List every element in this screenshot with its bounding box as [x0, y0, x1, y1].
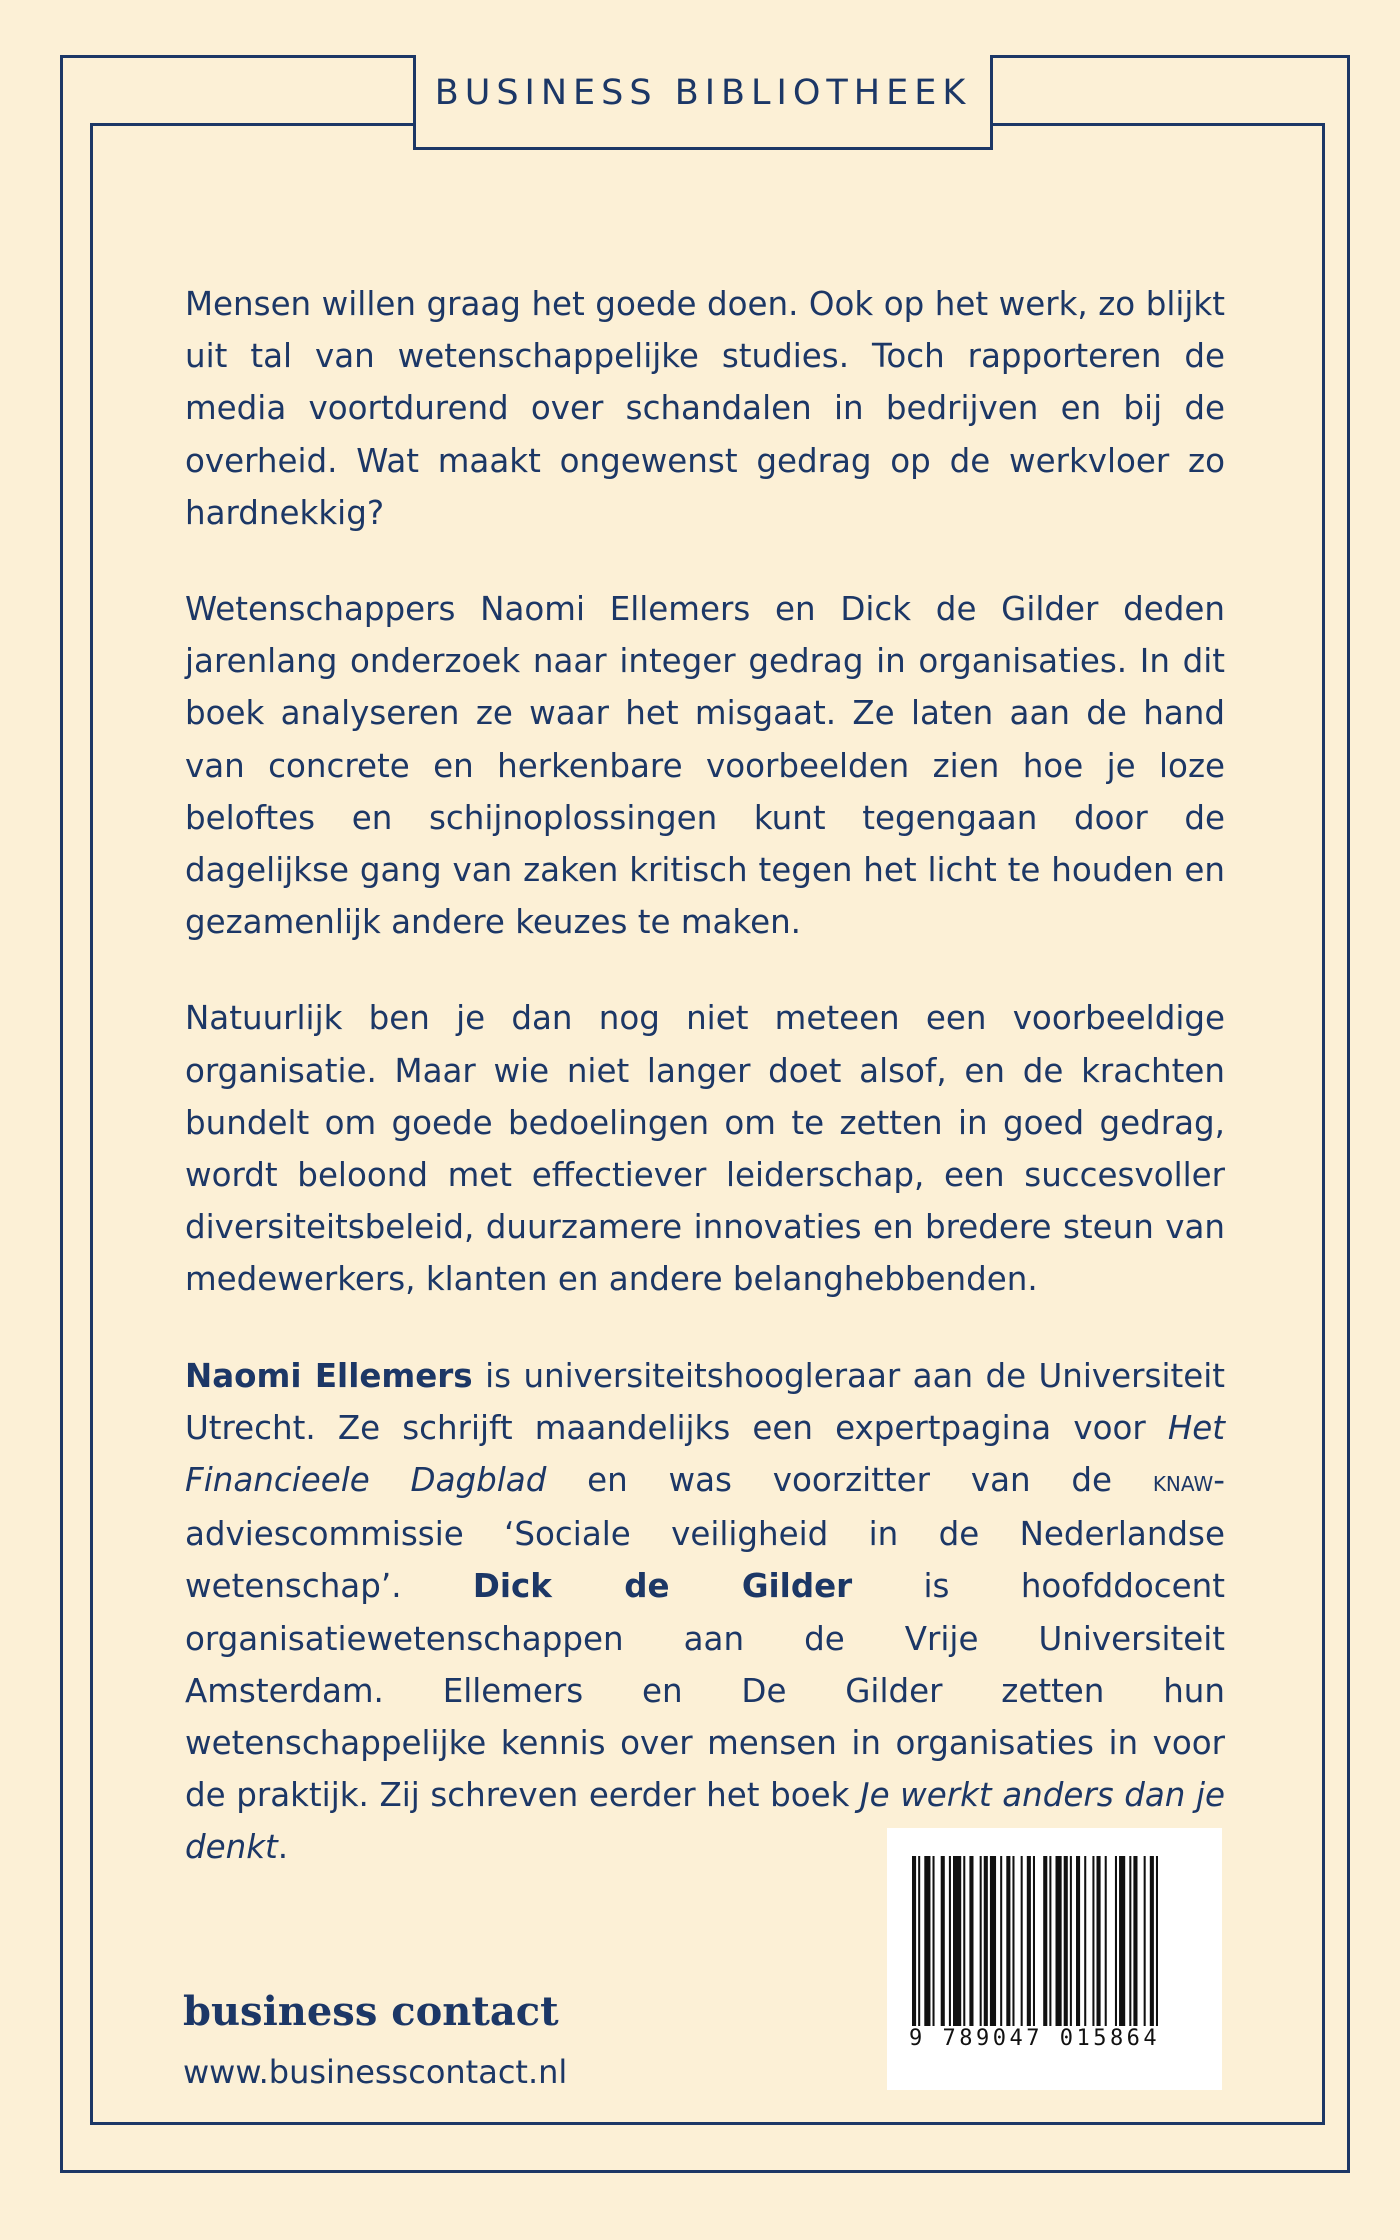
barcode-box — [887, 1828, 1222, 2090]
barcode-bar — [918, 1856, 920, 2026]
barcode-bar — [980, 1856, 982, 2026]
barcode-bar — [941, 1856, 945, 2026]
previous-book-title: Je werkt anders dan je denkt — [185, 1776, 1226, 1867]
publisher-website: www.businesscontact.nl — [183, 2053, 568, 2091]
barcode-bar — [1012, 1856, 1014, 2026]
bio-text-3: -adviescommissie ‘Sociale veiligheid in de Nederlandse wetenschap’. — [185, 1461, 1225, 1606]
barcode-bar — [1056, 1856, 1062, 2026]
author-name-de-gilder: Dick de Gilder — [472, 1567, 853, 1606]
barcode-bar — [990, 1856, 996, 2026]
blurb-paragraph-1: Mensen willen graag het goede doen. Ook op het werk, zo blijkt uit tal van wetenschappelijke studies. Toch rapporteren de media voortdurend over schandalen in bedrijven en bij de overheid. Wat maakt ongewenst gedrag op de werkvloer zo hardnekkig? — [185, 285, 1225, 532]
publisher-logo: business contact — [183, 1988, 559, 2035]
barcode-bar — [1049, 1856, 1051, 2026]
barcode-bar — [1119, 1856, 1125, 2026]
barcode-bar — [1043, 1856, 1047, 2026]
barcode-bar — [1156, 1856, 1158, 2026]
bio-end: . — [277, 1828, 289, 1867]
series-label-text: BUSINESS BIBLIOTHEEK — [434, 73, 972, 113]
barcode-bar — [984, 1856, 988, 2026]
isbn-number: 9 789047 015864 — [909, 2026, 1161, 2051]
barcode-bar — [1129, 1856, 1131, 2026]
blurb-paragraph-2: Wetenschappers Naomi Ellemers en Dick de Gilder deden jarenlang onderzoek naar integer gedrag in organisaties. In dit boek analyseren ze waar het misgaat. Ze laten aan de hand van concrete en herkenbare voorbeelden zien hoe je loze beloftes en schijnoplossingen kunt tegengaan door de dagelijkse gang van zaken kritisch tegen het licht te houden en gezamenlijk andere keuzes te maken. — [185, 590, 1225, 942]
barcode-bar — [1092, 1856, 1094, 2026]
bio-text-2: en was voorzitter van de — [546, 1461, 1153, 1500]
barcode-bar — [1144, 1856, 1146, 2026]
barcode-bar — [953, 1856, 961, 2026]
barcode-icon — [912, 1856, 1197, 2031]
barcode-bar — [1150, 1856, 1154, 2026]
back-cover-text — [185, 278, 1225, 1874]
barcode-bar — [912, 1856, 916, 2026]
barcode-bar — [1006, 1856, 1010, 2026]
barcode-bar — [1027, 1856, 1031, 2026]
bio-text-4: is hoofddocent organisatiewetenschappen aan de Vrije Universiteit Amsterdam. Ellemers en De Gilder zetten hun wetenschappelijke kennis over mensen in organisaties in voor de praktijk. Zij schreven eerder het boek — [185, 1567, 1225, 1815]
newspaper-title: Het Financieele Dagblad — [185, 1408, 1225, 1500]
author-bio — [185, 1350, 1225, 1874]
barcode-bar — [1021, 1856, 1023, 2026]
barcode-bar — [1000, 1856, 1002, 2026]
barcode-bar — [963, 1856, 965, 2026]
barcode-bar — [924, 1856, 930, 2026]
blurb-paragraph-3: Natuurlijk ben je dan nog niet meteen een voorbeeldige organisatie. Maar wie niet langer doet alsof, en de krachten bundelt om goede bedoelingen om te zetten in goed gedrag, wordt beloond met effectiever leiderschap, een succesvoller diversiteitsbeleid, duurzamere innovaties en bredere steun van medewerkers, klanten en andere belanghebbenden. — [185, 999, 1225, 1299]
barcode-bar — [1064, 1856, 1068, 2026]
barcode-bar — [933, 1856, 935, 2026]
author-name-ellemers: Naomi Ellemers — [185, 1356, 473, 1395]
barcode-bar — [1105, 1856, 1107, 2026]
barcode-bar — [1115, 1856, 1117, 2026]
barcode-bar — [1033, 1856, 1035, 2026]
barcode-bar — [1084, 1856, 1086, 2026]
barcode-bar — [949, 1856, 951, 2026]
barcode-bar — [1070, 1856, 1072, 2026]
barcode-bar — [1076, 1856, 1080, 2026]
barcode-bar — [1133, 1856, 1137, 2026]
barcode-bar — [1097, 1856, 1101, 2026]
series-label — [413, 55, 993, 150]
bio-text-1: is universiteitshoogleraar aan de Universiteit Utrecht. Ze schrijft maandelijks een expertpagina voor — [185, 1356, 1225, 1447]
org-acronym: knaw — [1152, 1465, 1214, 1499]
barcode-bar — [969, 1856, 973, 2026]
